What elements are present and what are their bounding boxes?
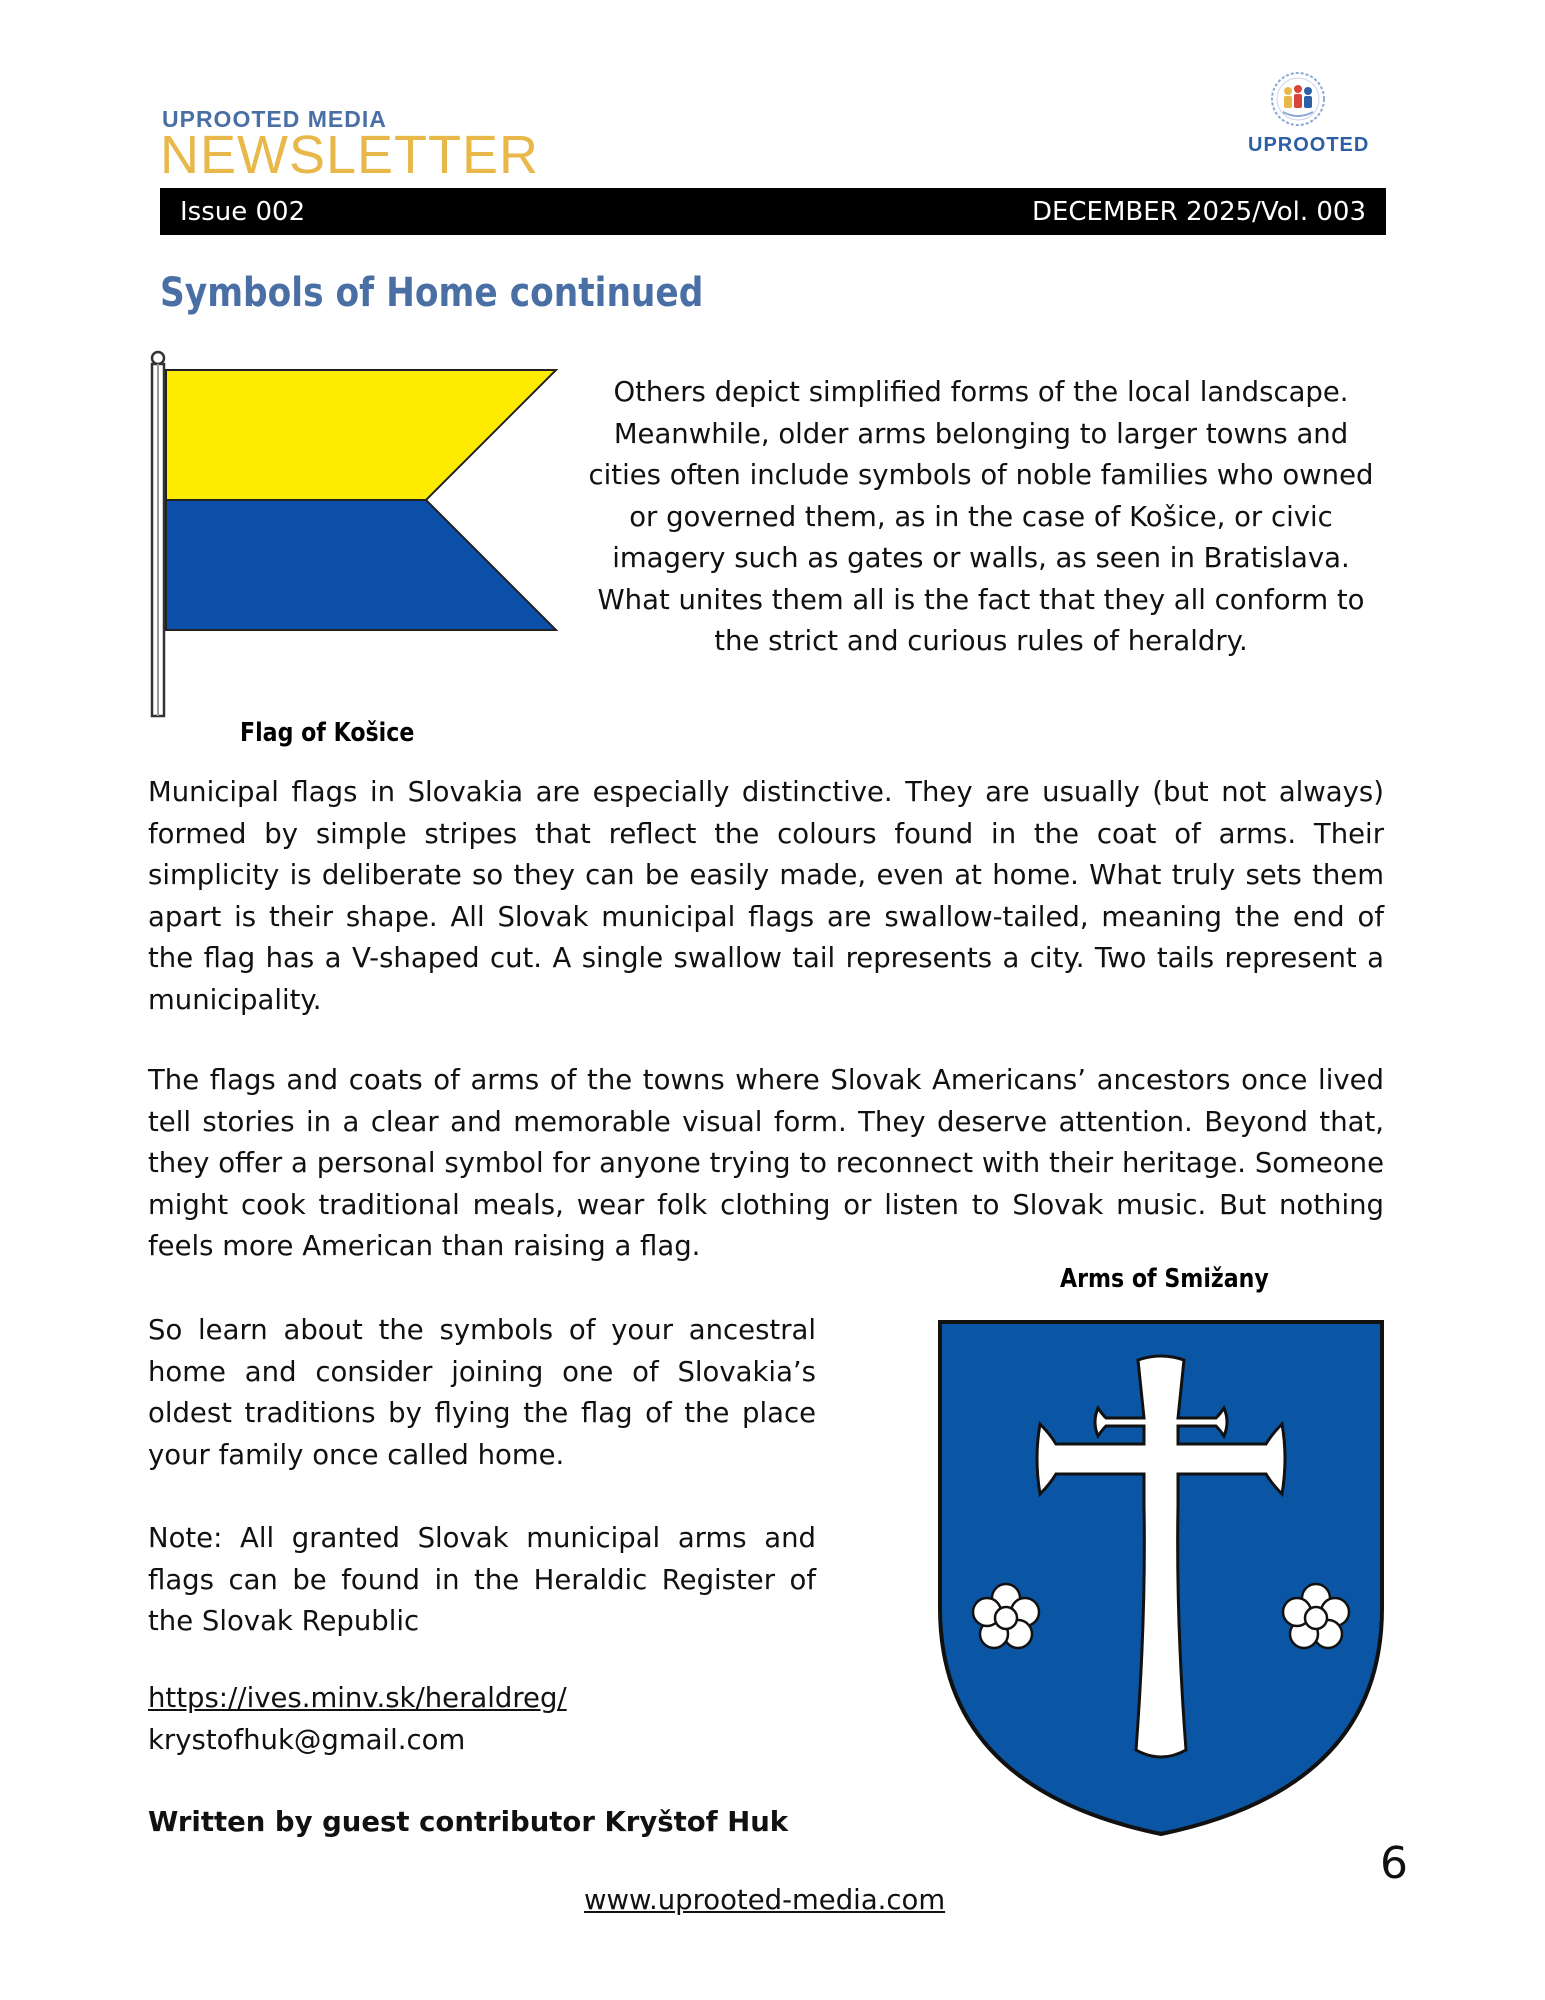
issue-bar bbox=[160, 188, 1386, 235]
uprooted-logo bbox=[1248, 70, 1370, 157]
paragraph-call-to-action: So learn about the symbols of your ancestral home and consider joining one of Slovakia’s oldest traditions by flying the flag of the place your family once called home. bbox=[148, 1314, 816, 1471]
newsletter-title: NEWSLETTER bbox=[160, 125, 540, 185]
footer-website-link[interactable]: www.uprooted-media.com bbox=[584, 1884, 946, 1916]
arms-caption: Arms of Smižany bbox=[1060, 1264, 1269, 1294]
section-title: Symbols of Home continued bbox=[160, 270, 704, 316]
smizany-arms-image bbox=[936, 1318, 1386, 1838]
contact-email: krystofhuk@gmail.com bbox=[148, 1724, 466, 1756]
issue-number: Issue 002 bbox=[180, 196, 306, 227]
paragraph-flags: Municipal flags in Slovakia are especially distinctive. They are usually (but not always) formed by simple stripes that reflect the colours found in the coat of arms. Their simplicity is deliberate so they can be easily made, even at home. What truly sets them apart is their shape. All Slovak municipal flags are swallow-tailed, meaning the end of the flag has a V-shaped cut. A single swallow tail represents a city. Two tails represent a municipality. bbox=[148, 776, 1384, 1016]
kosice-flag-image bbox=[148, 350, 568, 720]
intro-paragraph: Others depict simplified forms of the local landscape. Meanwhile, older arms belonging to larger towns and cities often include symbols of noble families who owned or governed them, as in the case of Košice, or civic imagery such as gates or walls, as seen in Bratislava. What unites them all is the fact that they all conform to the strict and curious rules of heraldry. bbox=[588, 376, 1374, 657]
logo-emblem-icon bbox=[1269, 70, 1327, 128]
brand-name: UPROOTED MEDIA bbox=[162, 106, 387, 132]
heraldic-register-link[interactable]: https://ives.minv.sk/heraldreg/ bbox=[148, 1682, 567, 1714]
byline: Written by guest contributor Kryštof Huk bbox=[148, 1806, 789, 1838]
page-number: 6 bbox=[1380, 1838, 1408, 1889]
paragraph-heritage: The flags and coats of arms of the towns where Slovak Americans’ ancestors once lived tell stories in a clear and memorable visual form. They deserve attention. Beyond that, they offer a personal symbol for anyone trying to reconnect with their heritage. Someone might cook traditional meals, wear folk clothing or listen to Slovak music. But nothing feels more American than raising a flag. bbox=[148, 1064, 1384, 1262]
issue-date: DECEMBER 2025/Vol. 003 bbox=[1031, 196, 1366, 227]
paragraph-note: Note: All granted Slovak municipal arms and flags can be found in the Heraldic Register of the Slovak Republic bbox=[148, 1522, 816, 1637]
flag-caption: Flag of Košice bbox=[240, 718, 415, 748]
logo-text: UPROOTED bbox=[1248, 134, 1370, 156]
